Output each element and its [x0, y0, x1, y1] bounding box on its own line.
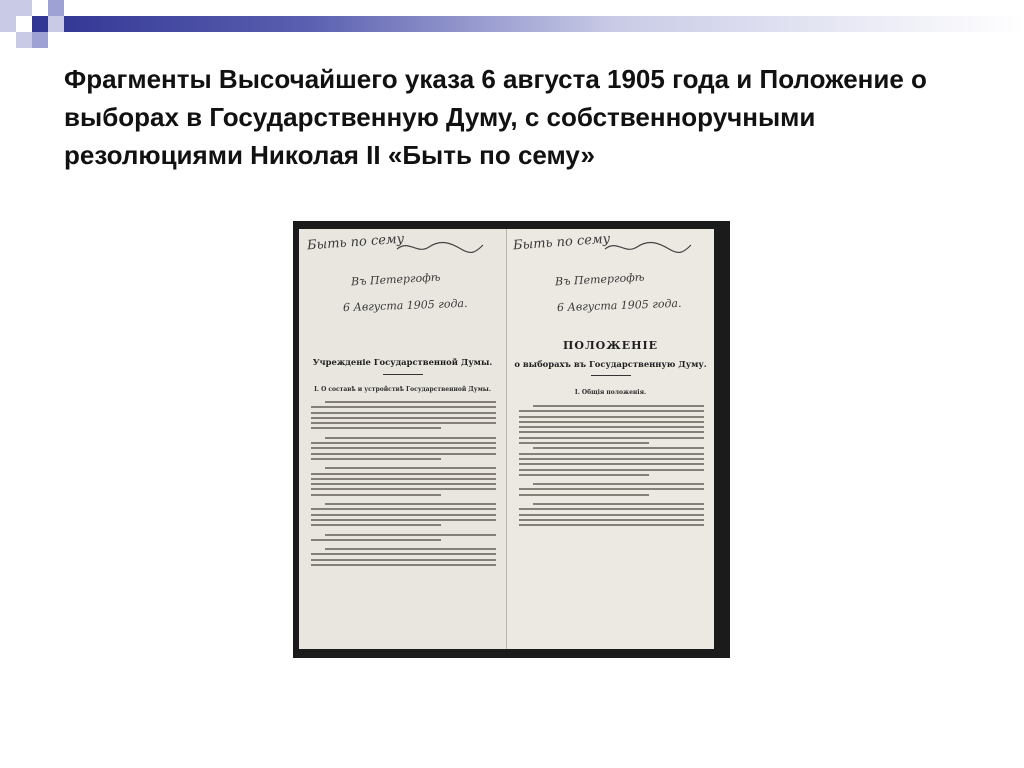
- decor-square: [16, 16, 32, 32]
- decor-square: [16, 32, 32, 48]
- decor-square: [48, 0, 64, 16]
- document-heading: ПОЛОЖЕНІЕ: [562, 339, 659, 352]
- slide-title: Фрагменты Высочайшего указа 6 августа 1905 года и Положение о выборах в Государственную Думу, с собственноручными резолюциями Николая II «Быть по сему»: [64, 64, 927, 170]
- handwritten-place: Въ Петергофѣ: [554, 270, 645, 289]
- heading-rule: [591, 375, 631, 376]
- handwritten-date: 6 Августа 1905 года.: [556, 296, 682, 315]
- right-page: [507, 229, 714, 649]
- document-heading: Учрежденіе Государственной Думы.: [312, 357, 493, 367]
- section-heading: I. Общія положенія.: [574, 389, 647, 396]
- header-decoration-bar: [0, 16, 1024, 32]
- handwritten-date: 6 Августа 1905 года.: [342, 296, 468, 315]
- handwritten-place: Въ Петергофѣ: [350, 270, 441, 289]
- signature-flourish-icon: [603, 241, 693, 255]
- decor-square: [32, 32, 48, 48]
- handwritten-resolution: Быть по сему: [306, 231, 405, 254]
- decor-square: [48, 16, 64, 32]
- printed-text-block: [519, 405, 704, 530]
- printed-text-block: [311, 401, 496, 569]
- document-subheading: о выборахъ въ Государственную Думу.: [514, 359, 707, 369]
- left-page: [299, 229, 507, 649]
- signature-flourish-icon: [395, 241, 485, 255]
- handwritten-resolution: Быть по сему: [512, 231, 611, 254]
- heading-rule: [383, 374, 423, 375]
- section-heading: I. О составѣ и устройствѣ Государственной Думы.: [314, 386, 491, 393]
- document-photo: [293, 221, 730, 658]
